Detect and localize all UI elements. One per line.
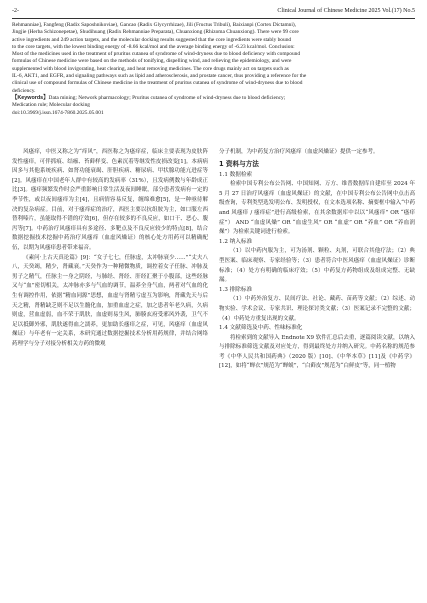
journal-title: Clinical Journal of Chinese Medicine 2025 Vol.(17) No.5 — [277, 8, 415, 14]
keywords-label: 【Keywords】 — [12, 94, 49, 101]
subsection-text-1-1: 检索中国专利公布公告网、中国知网、万方、维普数据库自建库至 2024 年 5 月 27 日治疗风瘙痒（血虚风燥证）的文献，在中国专利公布公告网中点击高级查询，专利类型选发明公布、发明授权，在文本选项名称、摘要框中输入“中药 and 风瘙痒 / 瘙痒症”进行高级检索，在其余数据库中以以“风瘙痒” OR “瘙痒症”） AND “血虚风燥” OR “血虚生风” OR “血虚” OR “养血” OR “养血润燥”）为检索关键词进行检索。 — [219, 181, 415, 236]
intro-paragraph: 《素问·上古天真论篇》[9]：“女子七七，任脉虚，太冲脉衰少……”“丈夫八八，天癸竭，精少，肾藏衰。”天癸作为一种精微物质，调控着女子任脉、冲脉及男子之精气，任脉主一身之阴经，与肺经、肾经、肝经汇聚于小腹部，这些经脉又与“血”密切相关，太冲脉亦多与气血的调节，温养全身气血，两者对气血的化生有调控作用，依据“精血同源”思想，血虚与肾精亏虚互为影响，肾藏先天与后天之精，肾精缺乏则不足以生髓化血，加重血虚之症，加之患者年老久病，久病则虚，营血虚弱，血不荣于肌肤，血虚则易生风，肺腠玄府受邪风外袭，卫气不足以抵御外邪，肌肤遂得血之濡养，更加助长瘙痒之症，可见，风瘙痒（血虚风燥证）与年老有一定关系，本研究通过数据挖掘技术分析用药规律，并结合网络药理学与分子对接分析相关方药的微观 — [12, 254, 208, 347]
running-header — [12, 6, 415, 18]
abstract-line: IL-6, AKT1, and EGFR, and signaling pathways such as lipid and atherosclerosis, and prostate cancer, thus providing a reference for the — [12, 73, 307, 80]
abstract-line: to the core targets, with the lowest binding energy of -8.66 kcal/mol and the average binding energy of -6.23 kcal/mol. Conclusion: — [12, 43, 295, 50]
abstract-line: formulas of Chinese medicine were based on the methods of tonifying, dispelling wind, and relieving the epidemiology, and were — [12, 58, 292, 65]
doi: doi:10.3969/j.issn.1674-7860.2025.05.001 — [12, 109, 104, 116]
abstract-line: clinical use of compound formulas of Chinese medicine in the treatment of pruritus cutanea of syndrome of wind-dryness due to blood — [12, 80, 303, 87]
right-column — [219, 148, 415, 372]
subsection-text-1-4: 将检索到的文献导入 Endnote X9 软件汇总后去重，逐篇阅读文献，以纳入与排除标准筛选文献及对应处方，得到最终处方并纳入研究。中药名称的规范参考《中华人民共和国药典》（2020 版）[10]、《中华本草》[11]及《中药学》[12]，如将“蝉衣”规范为“蝉蜕”，“白藓皮”规范为“白鲜皮”等，同一植物 — [219, 334, 415, 370]
subsection-text-1-2: （1）以中药内服为主，可为汤剂、颗粒、丸剂，可联合其他疗法；（2）典型医案、临床观察、专家经验等；（3）患者符合中医风瘙痒（血虚风燥证）诊断标准；（4）处方有明确的临床疗效；（5）中药复方药物组成及组成完整、无缺漏。 — [219, 248, 415, 284]
keywords-continued: Medication rule; Molecular docking — [12, 102, 90, 109]
header-rule — [12, 18, 415, 19]
subsection-heading-1-3: 1.3 排除标准 — [219, 286, 253, 293]
abstract-line: supplemented with blood invigorating, heat clearing, and heat removing medicines. The core drugs mainly act on targets such as — [12, 65, 289, 72]
page-number: -2- — [12, 8, 19, 14]
abstract-line: Rehmanniae], Fangfeng (Radix Saposhnikoviae), Gancao (Radix Glycyrrhizae), Jili (Fructus Tribuli), Baixianpi (Cortex Dictamni), — [12, 22, 296, 28]
section-heading-1: 1 资料与方法 — [219, 159, 259, 168]
keywords — [12, 95, 415, 102]
english-abstract — [12, 22, 415, 117]
abstract-line: deficiency. — [12, 87, 36, 94]
abstract-line: active ingredients and 249 action targets, and the molecular docking results suggested that the core ingredients were stably bound — [12, 36, 292, 43]
keywords-text: Data mining; Network pharmacology; Pruritus cutanea of syndrome of wind-dryness due to blood deficiency; — [48, 94, 286, 101]
intro-paragraph-end: 分子机制，为中药复方治疗风瘙痒（血虚风燥证）提供一定参考。 — [219, 149, 379, 155]
subsection-heading-1-2: 1.2 纳入标准 — [219, 238, 253, 245]
abstract-line: Most of the medicines used in the treatment of pruritus cutanea of syndrome of wind-dryness due to blood deficiency with compound — [12, 51, 301, 58]
intro-paragraph: 风瘙痒，中医又称之为“痒风”，西医称之为瘙痒症，临床主要表现为皮肤阵发性瘙痒，可伴抓痕、结痂、苔藓样变、色素沉着等继发性皮损改变[1]。本病病因多与其他系统疾病、如肾功能衰竭、肝胆疾病、糖尿病、甲状腺功能亢进症等[2]。风瘙痒在中国老年人群中有较高的发病率（31%），且发病例数与年龄成正比[3]。瘙痒频繁发作时会严重影响日常生活及夜间睡眠，部分患者发病有一定的季节性，或以夜间瘙痒为主[4]，且病情容易反复，缠绵难愈[5]，是一种亟待解决的复杂病症。目前，对于瘙痒症的治疗，西医主要以抗组胺为主，如口服左西替利嗪片，虽能取得不错的疗效[6]，但存在较多的不良反应，如口干、恶心、腹泻等[7]。中药治疗风瘙痒具有多途径、多靶点及不良反应较少的特点[8]，结合数据挖掘技术挖掘中药治疗风瘙痒（血虚风燥证）的核心处方用药可以精确配伍，以期为风瘙痒患者带来福音。 — [12, 149, 208, 251]
subsection-text-1-3: （1）中药外治复方、民间疗法、社论、藏药、苗药等文献；（2）综述、动物实验、学术会议、专家共识、理论探讨类文献；（3）医案记录不完整的文献；（4）中药处方重复出现的文献。 — [219, 296, 415, 322]
subsection-heading-1-4: 1.4 文献筛选及中药、性味标准化 — [219, 325, 303, 332]
abstract-line: Jingjie (Herba Schizonepetae), Shudihuang (Radix Rehmanniae Preparata), Chuanxiong (Rhizoma Chuanxiong). There were 99 core — [12, 29, 299, 36]
left-column — [12, 148, 208, 349]
subsection-heading-1-1: 1.1 数据检索 — [219, 171, 253, 178]
